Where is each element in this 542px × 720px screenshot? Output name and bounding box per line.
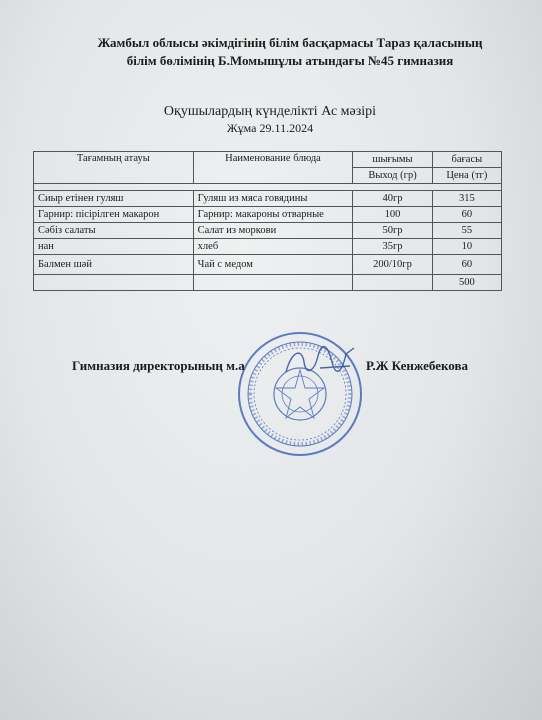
dish-output: 100 [353, 207, 432, 223]
dish-ru: Чай с медом [193, 255, 353, 275]
header-ru-name: Наименование блюда [193, 152, 353, 184]
total-empty-cell [193, 275, 353, 291]
director-position: Гимназия директорының м.а [72, 358, 245, 373]
total-empty-cell [34, 275, 194, 291]
dish-price: 315 [432, 191, 501, 207]
table-row [34, 223, 502, 239]
dish-price: 55 [432, 223, 501, 239]
dish-kz: нан [34, 239, 194, 255]
dish-price: 60 [432, 207, 501, 223]
table-row [34, 255, 502, 275]
dish-ru: хлеб [193, 239, 353, 255]
table-row [34, 191, 502, 207]
dish-price: 60 [432, 255, 501, 275]
dish-ru: Гарнир: макароны отварные [193, 207, 353, 223]
header-line-2: білім бөлімінің Б.Момышұлы атындағы №45 гимназия [126, 53, 454, 68]
menu-date: Жұма 29.11.2024 [226, 121, 314, 135]
header-line-1: Жамбыл облысы әкімдігінің білім басқармасы Тараз қаласының [97, 35, 483, 50]
header-output-kz: шығымы [353, 152, 432, 168]
dish-price: 10 [432, 239, 501, 255]
menu-title: Оқушылардың күнделікті Ас мәзірі [163, 104, 377, 119]
dish-kz: Сиыр етінен гуляш [34, 191, 194, 207]
school-header [40, 34, 540, 70]
header-kz-name: Тағамның атауы [34, 152, 194, 184]
dish-output: 40гр [353, 191, 432, 207]
header-price-ru: Цена (тг) [432, 168, 501, 184]
total-price: 500 [432, 275, 501, 291]
dish-kz: Сәбіз салаты [34, 223, 194, 239]
spacer-cell [34, 184, 502, 191]
dish-ru: Гуляш из мяса говядины [193, 191, 353, 207]
director-name: Р.Ж Кенжебекова [366, 358, 469, 373]
table-row [34, 207, 502, 223]
dish-output: 35гр [353, 239, 432, 255]
dish-kz: Гарнир: пісірілген макарон [34, 207, 194, 223]
menu-table [33, 151, 502, 291]
dish-kz: Балмен шәй [34, 255, 194, 275]
dish-ru: Салат из моркови [193, 223, 353, 239]
header-output-ru: Выход (гр) [353, 168, 432, 184]
table-row [34, 239, 502, 255]
total-empty-cell [353, 275, 432, 291]
dish-output: 200/10гр [353, 255, 432, 275]
dish-output: 50гр [353, 223, 432, 239]
table-spacer-row [34, 184, 502, 191]
signature-scribble [280, 342, 360, 382]
header-price-kz: бағасы [432, 152, 501, 168]
table-header-row [34, 152, 502, 168]
table-total-row [34, 275, 502, 291]
